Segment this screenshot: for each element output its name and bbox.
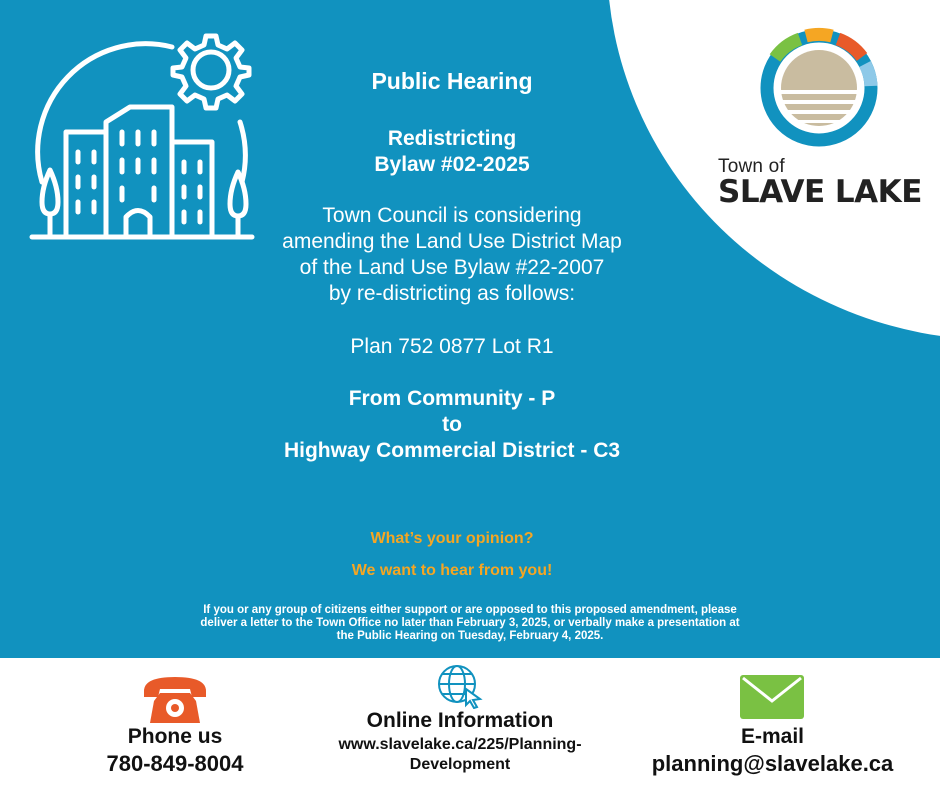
subheading-line: Bylaw #02-2025 [374, 153, 530, 176]
telephone-icon [140, 673, 210, 725]
phone-contact [60, 673, 290, 777]
web-title: Online Information [366, 709, 554, 732]
web-link[interactable] [290, 735, 630, 775]
fine-print [140, 604, 800, 643]
subheading-line: Redistricting [387, 127, 517, 150]
body-line: of the Land Use Bylaw #22-2007 [299, 256, 605, 279]
web-contact [290, 663, 630, 775]
notice-body [200, 203, 704, 307]
body-line: Town Council is considering [322, 204, 582, 227]
email-title: E-mail [740, 725, 805, 748]
town-logo-mark [750, 24, 888, 152]
phone-number[interactable]: 780-849-8004 [106, 751, 244, 776]
body-line: by re-districting as follows: [328, 282, 576, 305]
globe-cursor-icon [436, 663, 484, 709]
web-link-line[interactable]: Development [409, 756, 511, 773]
email-contact [640, 673, 905, 777]
email-address[interactable]: planning@slavelake.ca [651, 751, 894, 776]
envelope-icon [740, 673, 804, 719]
fine-print-line: deliver a letter to the Town Office no later than February 3, 2025, or verbally make a presentation at [200, 617, 740, 629]
zoning-line: From Community - P [348, 387, 556, 410]
phone-title: Phone us [127, 725, 223, 748]
fine-print-line: the Public Hearing on Tuesday, February 4, 2025. [336, 630, 604, 642]
opinion-call: We want to hear from you! [351, 562, 553, 579]
fine-print-line: If you or any group of citizens either support or are opposed to this proposed amendment, please [203, 604, 737, 616]
plan-lot: Plan 752 0877 Lot R1 [350, 335, 554, 358]
zoning-line: Highway Commercial District - C3 [283, 439, 621, 462]
logo-town-name: SLAVE LAKE [718, 174, 922, 210]
logo-town-text: Town of [718, 156, 785, 177]
town-logo [718, 24, 928, 214]
opinion-question: What’s your opinion? [370, 530, 534, 547]
zoning-change [200, 386, 704, 464]
notice-heading: Public Hearing [371, 68, 533, 94]
notice-subheading [200, 126, 704, 178]
body-line: amending the Land Use District Map [282, 230, 622, 253]
zoning-line: to [442, 413, 462, 436]
web-link-line[interactable]: www.slavelake.ca/225/Planning- [338, 736, 582, 753]
